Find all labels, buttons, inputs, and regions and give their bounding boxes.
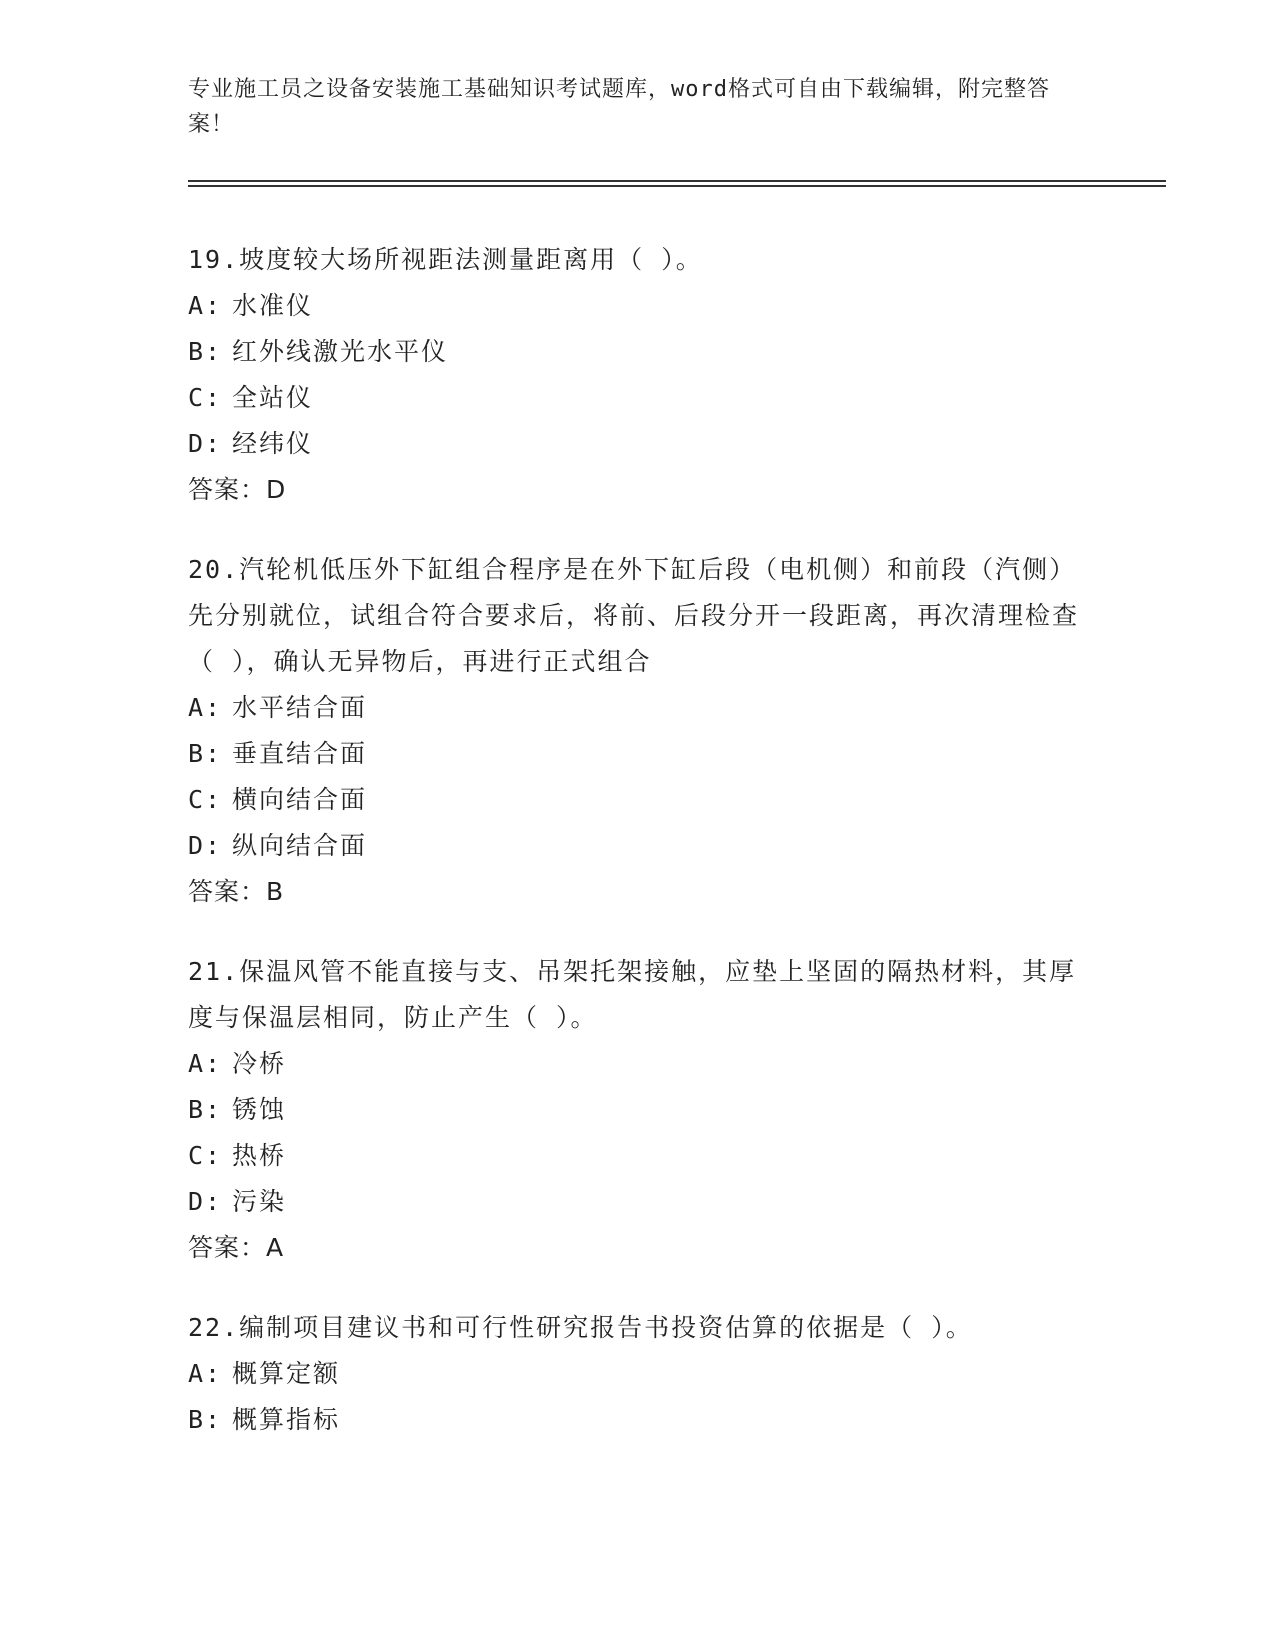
option-a [188,1351,1088,1397]
question-stem: 22.编制项目建议书和可行性研究报告书投资估算的依据是（ ）。 [188,1313,973,1342]
option-d [188,1179,1088,1225]
answer-line: 答案：A [188,1233,285,1262]
option-letter: B: [188,1095,223,1124]
question-19 [188,237,1088,513]
option-a [188,283,1088,329]
option-text: 全站仪 [232,383,314,412]
option-letter: A: [188,1049,223,1078]
option-b [188,1397,1088,1443]
question-stem: 21.保温风管不能直接与支、吊架托架接触，应垫上坚固的隔热材料，其厚度与保温层相同，防止产生（ ）。 [188,957,1077,1032]
option-letter: C: [188,785,223,814]
option-letter: D: [188,831,223,860]
document-header: 专业施工员之设备安装施工基础知识考试题库，word格式可自由下载编辑，附完整答案！ [188,77,1050,137]
option-d [188,823,1088,869]
option-text: 水准仪 [232,291,314,320]
option-c [188,375,1088,421]
option-text: 垂直结合面 [232,739,368,768]
option-text: 纵向结合面 [232,831,368,860]
option-letter: C: [188,1141,223,1170]
question-list [188,237,1088,1477]
option-text: 概算定额 [232,1359,341,1388]
option-letter: B: [188,739,223,768]
question-stem: 19.坡度较大场所视距法测量距离用（ ）。 [188,245,703,274]
option-letter: B: [188,337,223,366]
option-letter: A: [188,1359,223,1388]
option-text: 水平结合面 [232,693,368,722]
question-22 [188,1305,1088,1443]
header-divider-top [188,180,1166,182]
option-letter: D: [188,429,223,458]
option-c [188,777,1088,823]
option-text: 污染 [232,1187,287,1216]
option-a [188,685,1088,731]
option-letter: C: [188,383,223,412]
option-b [188,731,1088,777]
option-text: 热桥 [232,1141,287,1170]
answer-line: 答案：D [188,475,287,504]
option-d [188,421,1088,467]
option-text: 锈蚀 [232,1095,287,1124]
option-c [188,1133,1088,1179]
option-text: 经纬仪 [232,429,314,458]
question-21 [188,949,1088,1271]
option-b [188,1087,1088,1133]
option-text: 横向结合面 [232,785,368,814]
question-stem: 20.汽轮机低压外下缸组合程序是在外下缸后段（电机侧）和前段（汽侧）先分别就位，试组合符合要求后，将前、后段分开一段距离，再次清理检查（ ），确认无异物后，再进行正式组合 [188,555,1080,676]
option-letter: B: [188,1405,223,1434]
option-text: 红外线激光水平仪 [232,337,449,366]
header-divider-bottom [188,185,1166,187]
option-a [188,1041,1088,1087]
option-text: 概算指标 [232,1405,341,1434]
option-text: 冷桥 [232,1049,287,1078]
option-b [188,329,1088,375]
option-letter: A: [188,291,223,320]
option-letter: D: [188,1187,223,1216]
option-letter: A: [188,693,223,722]
answer-line: 答案：B [188,877,285,906]
question-20 [188,547,1088,915]
